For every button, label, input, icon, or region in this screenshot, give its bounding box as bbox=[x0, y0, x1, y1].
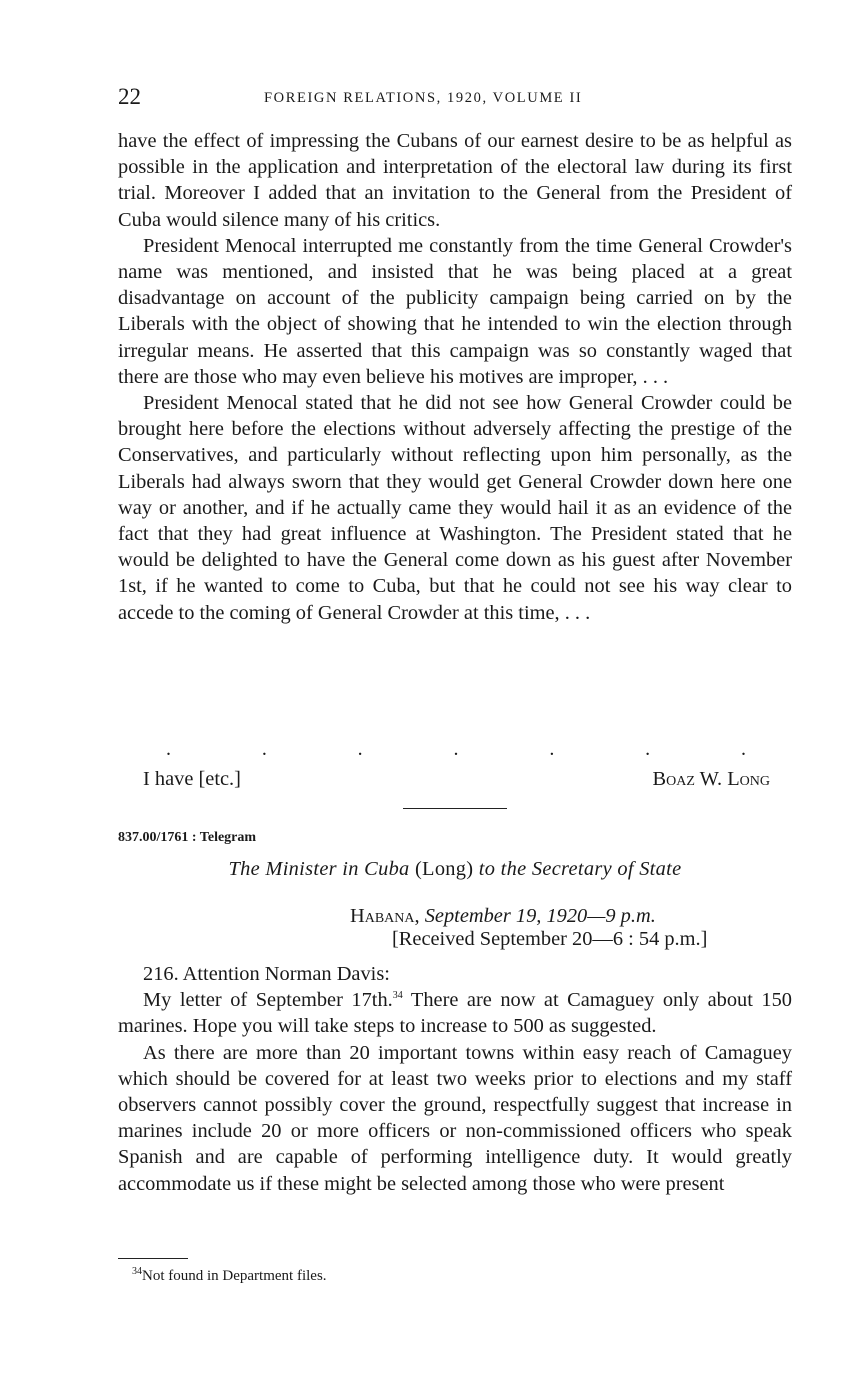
letter-body bbox=[118, 128, 792, 626]
running-head bbox=[118, 84, 792, 110]
paragraph: As there are more than 20 important towns within easy reach of Camaguey which should be covered for at least two weeks prior to elections and my staff observers cannot possibly cover the ground, respectfully suggest that increase in marines include 20 or more officers or non-commissioned officers who speak Spanish and are capable of performing intelligence duty. It would greatly accommodate us if these might be selected among those who were present bbox=[118, 1041, 792, 1195]
paragraph bbox=[118, 987, 792, 1039]
heading-recipient: to the Secretary of State bbox=[478, 858, 682, 880]
omission-dot: . bbox=[645, 738, 651, 760]
footnote-reference: 34 bbox=[392, 990, 403, 1002]
paragraph: President Menocal interrupted me constantly from the time General Crowder's name was mentioned, and insisted that he was being placed at a great disadvantage on account of the publicity campaign being carried on by the Liberals with the object of showing that he intended to win the election through irregular means. He asserted that this campaign was so constantly waged that there are those who may even believe his motives are improper, . . . bbox=[118, 234, 792, 388]
omission-dot: . bbox=[453, 738, 459, 760]
heading-name: (Long) bbox=[414, 858, 474, 880]
received-note: [Received September 20—6 : 54 p.m.] bbox=[392, 928, 708, 950]
dateline-sent bbox=[350, 905, 770, 928]
closing bbox=[118, 768, 792, 798]
file-reference: 837.00/1761 : Telegram bbox=[118, 830, 257, 845]
paragraph: President Menocal stated that he did not see how General Crowder could be brought here before the elections without adversely affecting the prestige of the Conservatives, and particularly without reflecting upon him personally, as the Liberals had always sworn that they would get General Crowder down here one way or another, and if he actually came they would hail it as an evidence of the fact that they had great influence at Washington. The President stated that he would be delighted to have the General come down as his guest after November 1st, if he wanted to come to Cuba, but that he could not see his way clear to accede to the coming of General Crowder at this time, . . . bbox=[118, 392, 792, 624]
omission-dots bbox=[166, 738, 746, 761]
signature: Boaz W. Long bbox=[652, 768, 770, 790]
omission-dot: . bbox=[740, 738, 746, 760]
running-title: FOREIGN RELATIONS, 1920, VOLUME II bbox=[264, 90, 583, 106]
footnote-mark: 34 bbox=[132, 1266, 142, 1277]
omission-dot: . bbox=[357, 738, 363, 760]
omission-dot: . bbox=[549, 738, 555, 760]
omission-dot: . bbox=[261, 738, 267, 760]
dateline bbox=[350, 905, 770, 951]
footnote-rule bbox=[118, 1258, 188, 1259]
dateline-place: Habana, bbox=[350, 905, 420, 927]
footnote bbox=[132, 1268, 327, 1285]
footnote-text: Not found in Department files. bbox=[142, 1268, 327, 1284]
dateline-date: September 19, 1920—9 p.m. bbox=[424, 905, 656, 927]
heading-sender: The Minister in Cuba bbox=[228, 858, 410, 880]
omission-dot: . bbox=[166, 738, 171, 760]
page-number: 22 bbox=[118, 84, 141, 109]
section-divider bbox=[403, 808, 507, 809]
document-heading bbox=[118, 858, 792, 881]
paragraph: 216. Attention Norman Davis: bbox=[143, 963, 390, 985]
paragraph-text: There are now at Camaguey only about 150 marines. Hope you will take steps to increase to 500 as suggested. bbox=[118, 989, 792, 1038]
closing-formula: I have [etc.] bbox=[143, 768, 241, 790]
paragraph: have the effect of impressing the Cubans of our earnest desire to be as helpful as possible in the application and interpretation of the electoral law during its first trial. Moreover I added that an invitation to the General from the President of Cuba would silence many of his critics. bbox=[118, 130, 792, 231]
paragraph-text: My letter of September 17th. bbox=[143, 989, 393, 1012]
telegram-body bbox=[118, 961, 792, 1197]
